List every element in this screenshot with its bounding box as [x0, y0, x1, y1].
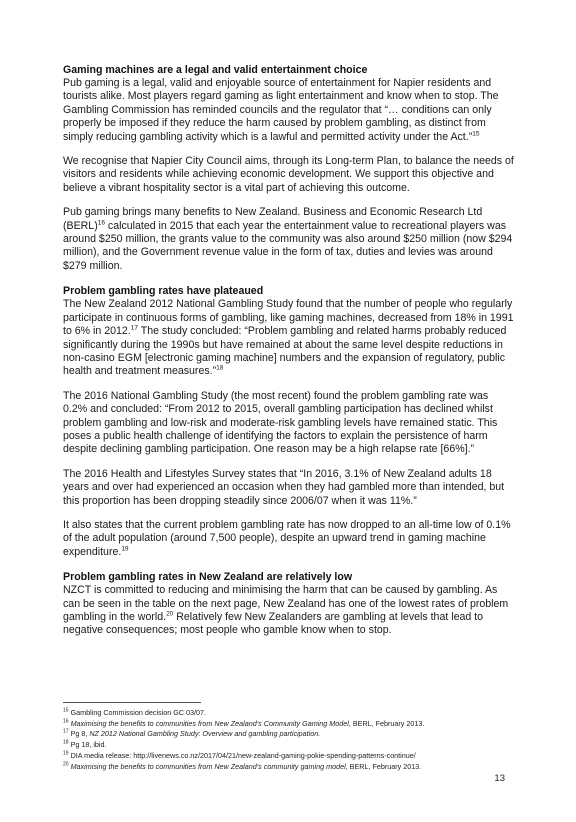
footnote: $^{20}$ Maximising the benefits to communities from New Zealand’s community gaming model, BERL, February 2013. — [63, 761, 422, 771]
footnotes — [63, 708, 523, 772]
section-heading: Problem gambling rates have plateaued — [63, 285, 264, 298]
footnote: $^{18}$ Pg 18, ibid. — [63, 739, 107, 750]
section-heading: Gaming machines are a legal and valid entertainment choice — [63, 64, 368, 76]
footnote-ref: 19 — [121, 545, 129, 553]
footnote-ref: 17 — [130, 324, 138, 332]
footnote: $^{16}$ Maximising the benefits to communities from New Zealand’s Community Gaming Model, BERL, February 2013. — [63, 718, 425, 728]
paragraph: The 2016 Health and Lifestyles Survey states that “In 2016, 3.1% of New Zealand adults 18 years and over had experienced an occasion when they had gambled more than intended, but this proportion has been dropping steadily since 2006/07 when it was 11%.” — [63, 467, 505, 507]
section-heading: Problem gambling rates in New Zealand are relatively low — [63, 571, 353, 584]
footnote: $^{17}$ Pg 8, NZ 2012 National Gambling Study: Overview and gambling participation. — [63, 729, 321, 739]
footnote-ref: 18 — [216, 364, 224, 372]
paragraph: It also states that the current problem gambling rate has now dropped to an all-time low of 0.1% of the adult population (around 7,500 people), despite an upward trend in gaming machine expenditure.$^{19}$ — [63, 518, 511, 558]
footnote: $^{15}$ Gambling Commission decision GC 03/07. — [63, 707, 206, 717]
footnote-ref: 15 — [472, 130, 480, 138]
document-body — [63, 64, 515, 649]
footnote-ref: 16 — [97, 219, 105, 227]
footnote-ref: 20 — [166, 610, 174, 618]
paragraph: NZCT is committed to reducing and minimising the harm that can be caused by gambling. As can be seen in the table on the next page, New Zealand has one of the lowest rates of problem gambling in the world.$^{20}$ Relatively few New Zealanders are gambling at levels that lead to negative consequences; most people who gamble know when to stop. — [63, 584, 509, 637]
paragraph: We recognise that Napier City Council aims, through its Long-term Plan, to balance the needs of visitors and residents while achieving economic development. We support this objective and believe a vibrant hospitality sector is a vital part of achieving this outcome. — [63, 155, 514, 194]
footnote: $^{19}$ DIA media release: http://livenews.co.nz/2017/04/21/new-zealand-gaming-pokie-spending-patterns-continue/ — [63, 750, 416, 760]
paragraph: The New Zealand 2012 National Gambling Study found that the number of people who regularly participate in continuous forms of gambling, like gaming machines, decreased from 18% in 1991 to 6% in 2012.17 The study concluded: “Problem gambling and related harms probably reduced significantly during the 1990s but have remained at about the same level despite reductions in non-casino EGM [electronic gaming machine] numbers and the expansion of regulatory, public health and treatment measures.”$^{18}$ — [63, 298, 514, 378]
paragraph: Pub gaming brings many benefits to New Zealand. Business and Economic Research Ltd (BERL)$^{16}$ calculated in 2015 that each year the entertainment value to recreational players was around $250 million, the grants value to the community was also around $250 million (now $294 million), and the Government revenue value in the form of tax, duties and levies was around $279 million. — [63, 206, 513, 272]
page-number: 13 — [494, 773, 505, 784]
paragraph: Pub gaming is a legal, valid and enjoyable source of entertainment for Napier residents and tourists alike. Most players regard gaming as light entertainment and know when to stop. The Gambling Commission has reminded councils and the regulator that “… conditions can only properly be imposed if they reduce the harm caused by problem gambling, as distinct from simply reducing gambling activity which is a lawful and permitted activity under the Act.”$^{15}$ — [63, 77, 499, 143]
paragraph: The 2016 National Gambling Study (the most recent) found the problem gambling rate was 0.2% and concluded: “From 2012 to 2015, overall gambling participation has declined whilst problem gambling and low-risk and moderate-risk gambling levels have remained static. This poses a public health challenge of identifying the factors to explain the persistence of harm despite declining gambling participation. One reason may be a high relapse rate [66%].” — [63, 389, 498, 456]
footnote-divider — [63, 702, 201, 703]
